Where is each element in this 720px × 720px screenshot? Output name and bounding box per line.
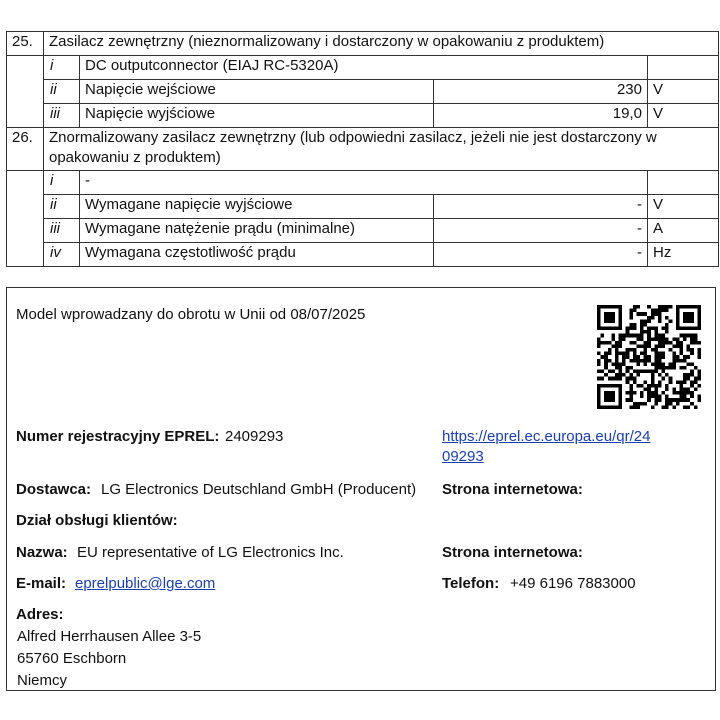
qr-code-icon [597, 305, 701, 409]
table-row [7, 128, 719, 171]
item-value: 230 [434, 80, 648, 104]
item-label: Napięcie wejściowe [80, 80, 434, 104]
name-value: EU representative of LG Electronics Inc. [77, 544, 344, 561]
name-label: Nazwa: [16, 544, 68, 561]
item-index: iii [44, 219, 80, 243]
item-value: 19,0 [434, 104, 648, 128]
table-row [7, 32, 719, 56]
table-row [7, 195, 719, 219]
item-index: i [44, 171, 80, 195]
phone-label: Telefon: [442, 575, 500, 592]
item-index: i [44, 56, 80, 80]
email-link[interactable]: eprelpublic@lge.com [75, 575, 216, 592]
website-label-2: Strona internetowa: [442, 544, 583, 561]
address-label: Adres: [16, 606, 64, 623]
row-number: 25. [7, 32, 44, 56]
item-unit: A [648, 219, 719, 243]
item-unit: V [648, 80, 719, 104]
item-label: Wymagana częstotliwość prądu [80, 243, 434, 267]
model-date-text: Model wprowadzany do obrotu w Unii od 08/07/2025 [16, 306, 366, 323]
eprel-link-line1[interactable]: https://eprel.ec.europa.eu/qr/24 [442, 428, 651, 445]
item-unit: Hz [648, 243, 719, 267]
table-row [7, 243, 719, 267]
item-label: DC outputconnector (EIAJ RC-5320A) [80, 56, 648, 80]
item-value: - [434, 219, 648, 243]
product-info-card [6, 287, 716, 691]
item-index: iii [44, 104, 80, 128]
item-index: ii [44, 195, 80, 219]
row-title: Znormalizowany zasilacz zewnętrzny (lub odpowiedni zasilacz, jeżeli nie jest dostarczony w opakowaniu z produktem) [44, 128, 719, 171]
table-row [7, 219, 719, 243]
item-index: iv [44, 243, 80, 267]
item-unit: V [648, 104, 719, 128]
phone-value: +49 6196 7883000 [510, 575, 636, 592]
table-row [7, 171, 719, 195]
item-index: ii [44, 80, 80, 104]
item-value: - [434, 243, 648, 267]
eprel-number: 2409293 [225, 428, 284, 445]
row-number: 26. [7, 128, 44, 171]
table-row [7, 80, 719, 104]
address-line3: Niemcy [17, 672, 68, 689]
supplier-value: LG Electronics Deutschland GmbH (Producent) [101, 481, 417, 498]
item-label: Napięcie wyjściowe [80, 104, 434, 128]
website-label-1: Strona internetowa: [442, 481, 583, 498]
row-title: Zasilacz zewnętrzny (nieznormalizowany i dostarczony w opakowaniu z produktem) [44, 32, 719, 56]
address-line1: Alfred Herrhausen Allee 3-5 [17, 628, 202, 645]
item-unit: V [648, 195, 719, 219]
item-unit [648, 171, 719, 195]
spec-table [6, 31, 719, 267]
address-line2: 65760 Eschborn [17, 650, 127, 667]
eprel-link-line2[interactable]: 09293 [442, 448, 484, 465]
supplier-label: Dostawca: [16, 481, 92, 498]
customer-service-label: Dział obsługi klientów: [16, 512, 178, 529]
item-label: Wymagane natężenie prądu (minimalne) [80, 219, 434, 243]
item-value: - [434, 195, 648, 219]
item-unit [648, 56, 719, 80]
eprel-label: Numer rejestracyjny EPREL: [16, 428, 220, 445]
table-row [7, 56, 719, 80]
table-row [7, 104, 719, 128]
item-label: - [80, 171, 648, 195]
email-label: E-mail: [16, 575, 67, 592]
item-label: Wymagane napięcie wyjściowe [80, 195, 434, 219]
